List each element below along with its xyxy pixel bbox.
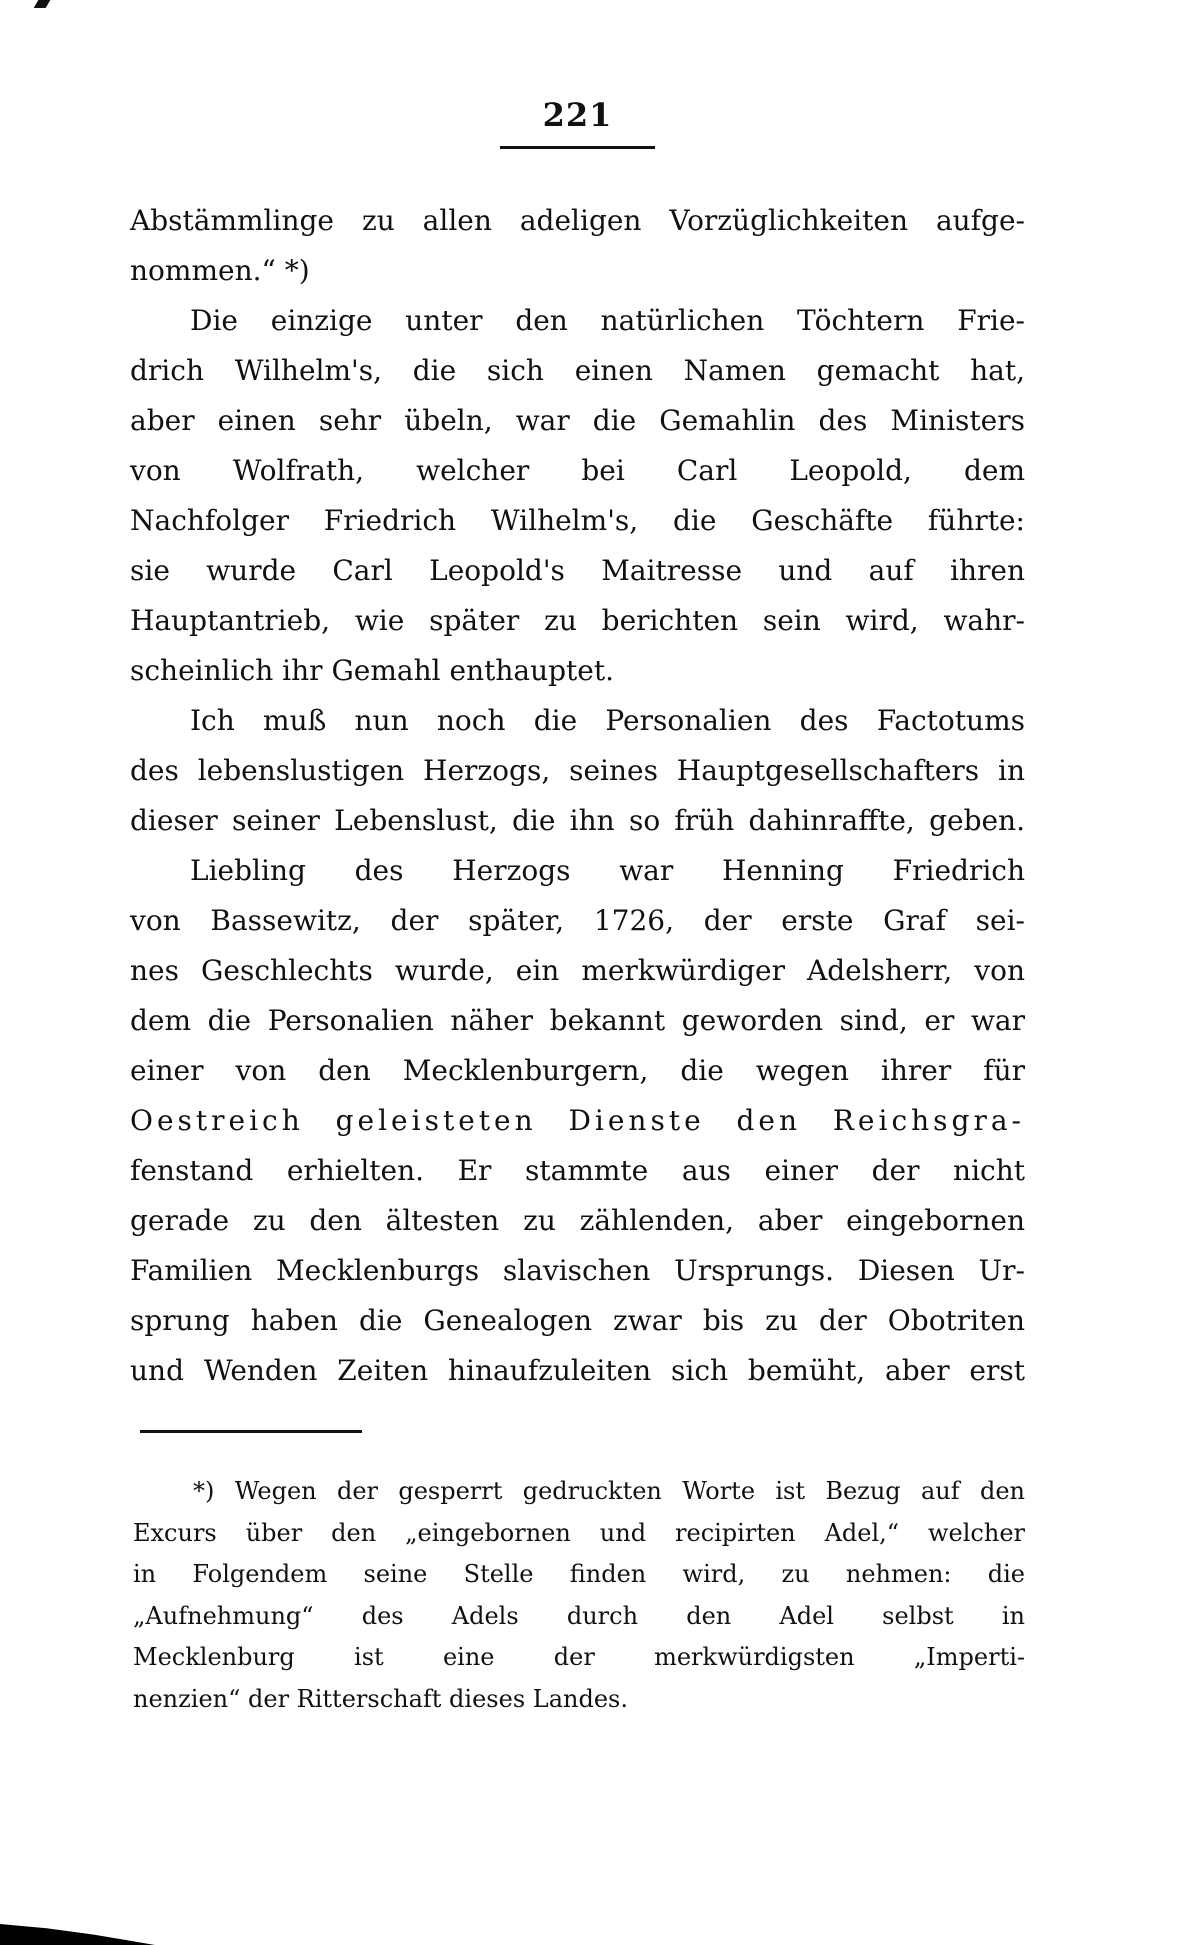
- text-line: Oestreich geleisteten Dienste den Reichsgra-: [130, 1104, 1025, 1137]
- text-line: Abstämmlinge zu allen adeligen Vorzüglichkeiten aufge-: [130, 204, 1025, 237]
- text-line: nes Geschlechts wurde, ein merkwürdiger Adelsherr, von: [130, 954, 1025, 987]
- footnote-rule: [140, 1430, 362, 1433]
- text-line: Ich muß nun noch die Personalien des Factotums: [190, 704, 1025, 737]
- footnote: [133, 1471, 1025, 1721]
- text-line: Hauptantrieb, wie später zu berichten sein wird, wahr-: [130, 604, 1025, 637]
- text-line: dem die Personalien näher bekannt geworden sind, er war: [130, 1004, 1025, 1037]
- text-line: dieser seiner Lebenslust, die ihn so früh dahinraffte, geben.: [130, 804, 1025, 837]
- footnote-line: nenzien“ der Ritterschaft dieses Landes.: [133, 1684, 628, 1713]
- footnote-line: Excurs über den „eingebornen und recipirten Adel,“ welcher: [133, 1518, 1025, 1547]
- text-line: Liebling des Herzogs war Henning Friedrich: [190, 854, 1025, 887]
- footnote-line: „Aufnehmung“ des Adels durch den Adel selbst in: [133, 1601, 1025, 1630]
- text-line: und Wenden Zeiten hinaufzuleiten sich bemüht, aber erst: [130, 1354, 1025, 1387]
- text-line: von Bassewitz, der später, 1726, der erste Graf sei-: [130, 904, 1025, 937]
- body-text: [130, 196, 1025, 1396]
- footnote-line: in Folgendem seine Stelle finden wird, zu nehmen: die: [133, 1560, 1025, 1589]
- text-line: Die einzige unter den natürlichen Töchtern Frie-: [190, 304, 1025, 337]
- text-line: gerade zu den ältesten zu zählenden, aber eingebornen: [130, 1204, 1025, 1237]
- text-line: aber einen sehr übeln, war die Gemahlin des Ministers: [130, 404, 1025, 437]
- page-number: 221: [542, 96, 613, 134]
- text-line: einer von den Mecklenburgern, die wegen ihrer für: [130, 1054, 1025, 1087]
- text-line: Nachfolger Friedrich Wilhelm's, die Geschäfte führte:: [130, 504, 1025, 537]
- text-line: sie wurde Carl Leopold's Maitresse und auf ihren: [130, 554, 1025, 587]
- header-rule: [500, 146, 655, 149]
- scan-edge-shadow: [0, 1924, 155, 1945]
- scan-corner-mark: [34, 0, 51, 8]
- text-line: nommen.“ *): [130, 254, 310, 287]
- footnote-line: *) Wegen der gesperrt gedruckten Worte ist Bezug auf den: [193, 1477, 1025, 1505]
- text-line: Familien Mecklenburgs slavischen Ursprungs. Diesen Ur-: [130, 1254, 1025, 1287]
- footnote-line: Mecklenburg ist eine der merkwürdigsten „Imperti-: [133, 1643, 1025, 1672]
- text-line: drich Wilhelm's, die sich einen Namen gemacht hat,: [130, 354, 1025, 387]
- text-line: von Wolfrath, welcher bei Carl Leopold, dem: [130, 454, 1025, 487]
- text-line: fenstand erhielten. Er stammte aus einer der nicht: [130, 1154, 1025, 1187]
- text-line: des lebenslustigen Herzogs, seines Hauptgesellschafters in: [130, 754, 1025, 787]
- text-line: scheinlich ihr Gemahl enthauptet.: [130, 654, 615, 687]
- text-line: sprung haben die Genealogen zwar bis zu der Obotriten: [130, 1304, 1025, 1337]
